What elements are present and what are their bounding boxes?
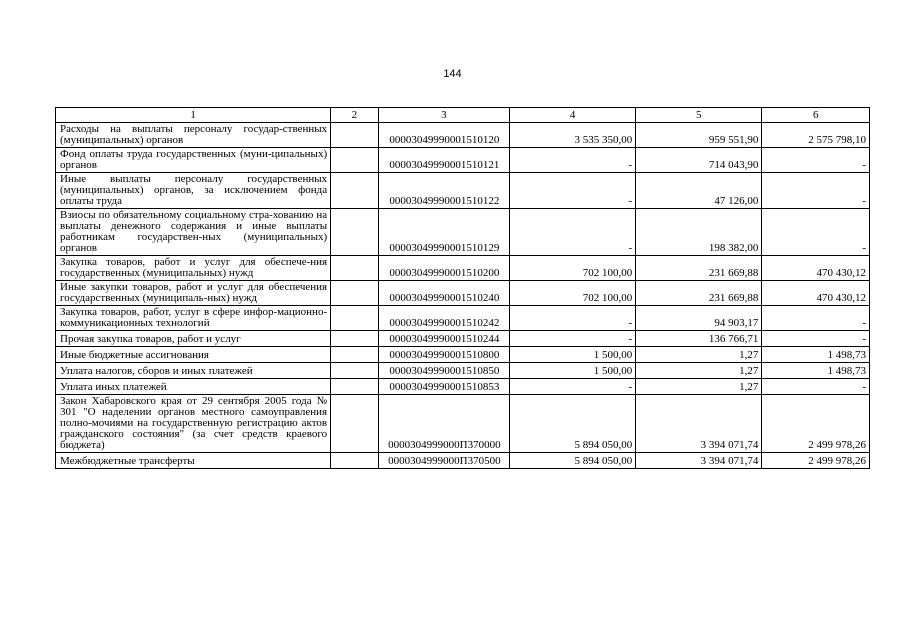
table-row (56, 395, 870, 453)
row-name: Фонд оплаты труда государственных (муни-ципальных) органов (56, 148, 331, 173)
row-executed: 1,27 (636, 347, 762, 363)
row-executed: 231 669,88 (636, 256, 762, 281)
column-header: 5 (636, 108, 762, 123)
row-approved: 1 500,00 (510, 347, 636, 363)
row-name: Закупка товаров, работ и услуг для обеспече-ния государственных (муниципальных) нужд (56, 256, 331, 281)
row-approved: - (510, 173, 636, 209)
row-name: Иные выплаты персоналу государственных (муниципальных) органов, за исключением фонда оплаты труда (56, 173, 331, 209)
row-code: 00003049990001510120 (378, 123, 509, 148)
row-col2 (331, 347, 379, 363)
row-name: Уплата иных платежей (56, 379, 331, 395)
row-col2 (331, 281, 379, 306)
table-row (56, 331, 870, 347)
row-name: Закон Хабаровского края от 29 сентября 2005 года № 301 "О наделении органов местного самоуправления полно-мочиями на государственную регистрацию актов гражданского состояния" (за счет средств краевого бюджета) (56, 395, 331, 453)
row-name: Расходы на выплаты персоналу государ-ственных (муниципальных) органов (56, 123, 331, 148)
row-remaining: 2 499 978,26 (762, 395, 870, 453)
row-executed: 714 043,90 (636, 148, 762, 173)
table-row (56, 123, 870, 148)
table-row (56, 363, 870, 379)
column-header: 3 (378, 108, 509, 123)
column-header: 6 (762, 108, 870, 123)
page-number: 144 (443, 68, 462, 80)
row-col2 (331, 148, 379, 173)
row-approved: - (510, 209, 636, 256)
row-approved: 3 535 350,00 (510, 123, 636, 148)
row-col2 (331, 306, 379, 331)
row-remaining: 2 499 978,26 (762, 453, 870, 469)
row-code: 00003049990001510800 (378, 347, 509, 363)
column-header: 4 (510, 108, 636, 123)
row-executed: 231 669,88 (636, 281, 762, 306)
row-name: Уплата налогов, сборов и иных платежей (56, 363, 331, 379)
table-row (56, 347, 870, 363)
row-code: 0000304999000П370500 (378, 453, 509, 469)
row-executed: 198 382,00 (636, 209, 762, 256)
row-remaining: - (762, 209, 870, 256)
table-row (56, 379, 870, 395)
row-remaining: 1 498,73 (762, 363, 870, 379)
row-executed: 1,27 (636, 379, 762, 395)
row-remaining: 470 430,12 (762, 256, 870, 281)
table-row (56, 209, 870, 256)
row-code: 00003049990001510129 (378, 209, 509, 256)
row-remaining: - (762, 306, 870, 331)
row-name: Иные бюджетные ассигнования (56, 347, 331, 363)
row-remaining: - (762, 173, 870, 209)
row-code: 00003049990001510200 (378, 256, 509, 281)
row-executed: 1,27 (636, 363, 762, 379)
row-code: 00003049990001510242 (378, 306, 509, 331)
row-col2 (331, 256, 379, 281)
row-name: Прочая закупка товаров, работ и услуг (56, 331, 331, 347)
row-code: 00003049990001510244 (378, 331, 509, 347)
table-row (56, 256, 870, 281)
row-remaining: 2 575 798,10 (762, 123, 870, 148)
table-row (56, 453, 870, 469)
row-col2 (331, 363, 379, 379)
table-row (56, 306, 870, 331)
row-remaining: - (762, 148, 870, 173)
row-code: 00003049990001510853 (378, 379, 509, 395)
row-code: 0000304999000П370000 (378, 395, 509, 453)
row-name: Закупка товаров, работ, услуг в сфере инфор-мационно-коммуникационных технологий (56, 306, 331, 331)
column-header: 2 (331, 108, 379, 123)
row-name: Взиосы по обязательному социальному стра-хованию на выплаты денежного содержания и иные выплаты работникам государствен-ных (муниципальных) органов (56, 209, 331, 256)
table-row (56, 148, 870, 173)
row-col2 (331, 379, 379, 395)
column-header: 1 (56, 108, 331, 123)
row-executed: 47 126,00 (636, 173, 762, 209)
row-code: 00003049990001510850 (378, 363, 509, 379)
row-col2 (331, 395, 379, 453)
row-approved: 5 894 050,00 (510, 453, 636, 469)
table-row (56, 281, 870, 306)
header-row (56, 108, 870, 123)
row-code: 00003049990001510121 (378, 148, 509, 173)
row-col2 (331, 123, 379, 148)
row-approved: 1 500,00 (510, 363, 636, 379)
row-approved: 702 100,00 (510, 281, 636, 306)
row-approved: 5 894 050,00 (510, 395, 636, 453)
row-col2 (331, 209, 379, 256)
budget-table (55, 107, 870, 469)
row-executed: 136 766,71 (636, 331, 762, 347)
row-remaining: 470 430,12 (762, 281, 870, 306)
row-col2 (331, 173, 379, 209)
row-approved: 702 100,00 (510, 256, 636, 281)
row-approved: - (510, 148, 636, 173)
table-row (56, 173, 870, 209)
row-approved: - (510, 331, 636, 347)
row-remaining: 1 498,73 (762, 347, 870, 363)
row-code: 00003049990001510240 (378, 281, 509, 306)
row-code: 00003049990001510122 (378, 173, 509, 209)
row-approved: - (510, 379, 636, 395)
row-approved: - (510, 306, 636, 331)
row-executed: 959 551,90 (636, 123, 762, 148)
row-executed: 94 903,17 (636, 306, 762, 331)
row-remaining: - (762, 331, 870, 347)
row-name: Иные закупки товаров, работ и услуг для обеспечения государственных (муниципаль-ных) нужд (56, 281, 331, 306)
row-col2 (331, 331, 379, 347)
row-executed: 3 394 071,74 (636, 395, 762, 453)
row-name: Межбюджетные трансферты (56, 453, 331, 469)
row-col2 (331, 453, 379, 469)
row-executed: 3 394 071,74 (636, 453, 762, 469)
row-remaining: - (762, 379, 870, 395)
